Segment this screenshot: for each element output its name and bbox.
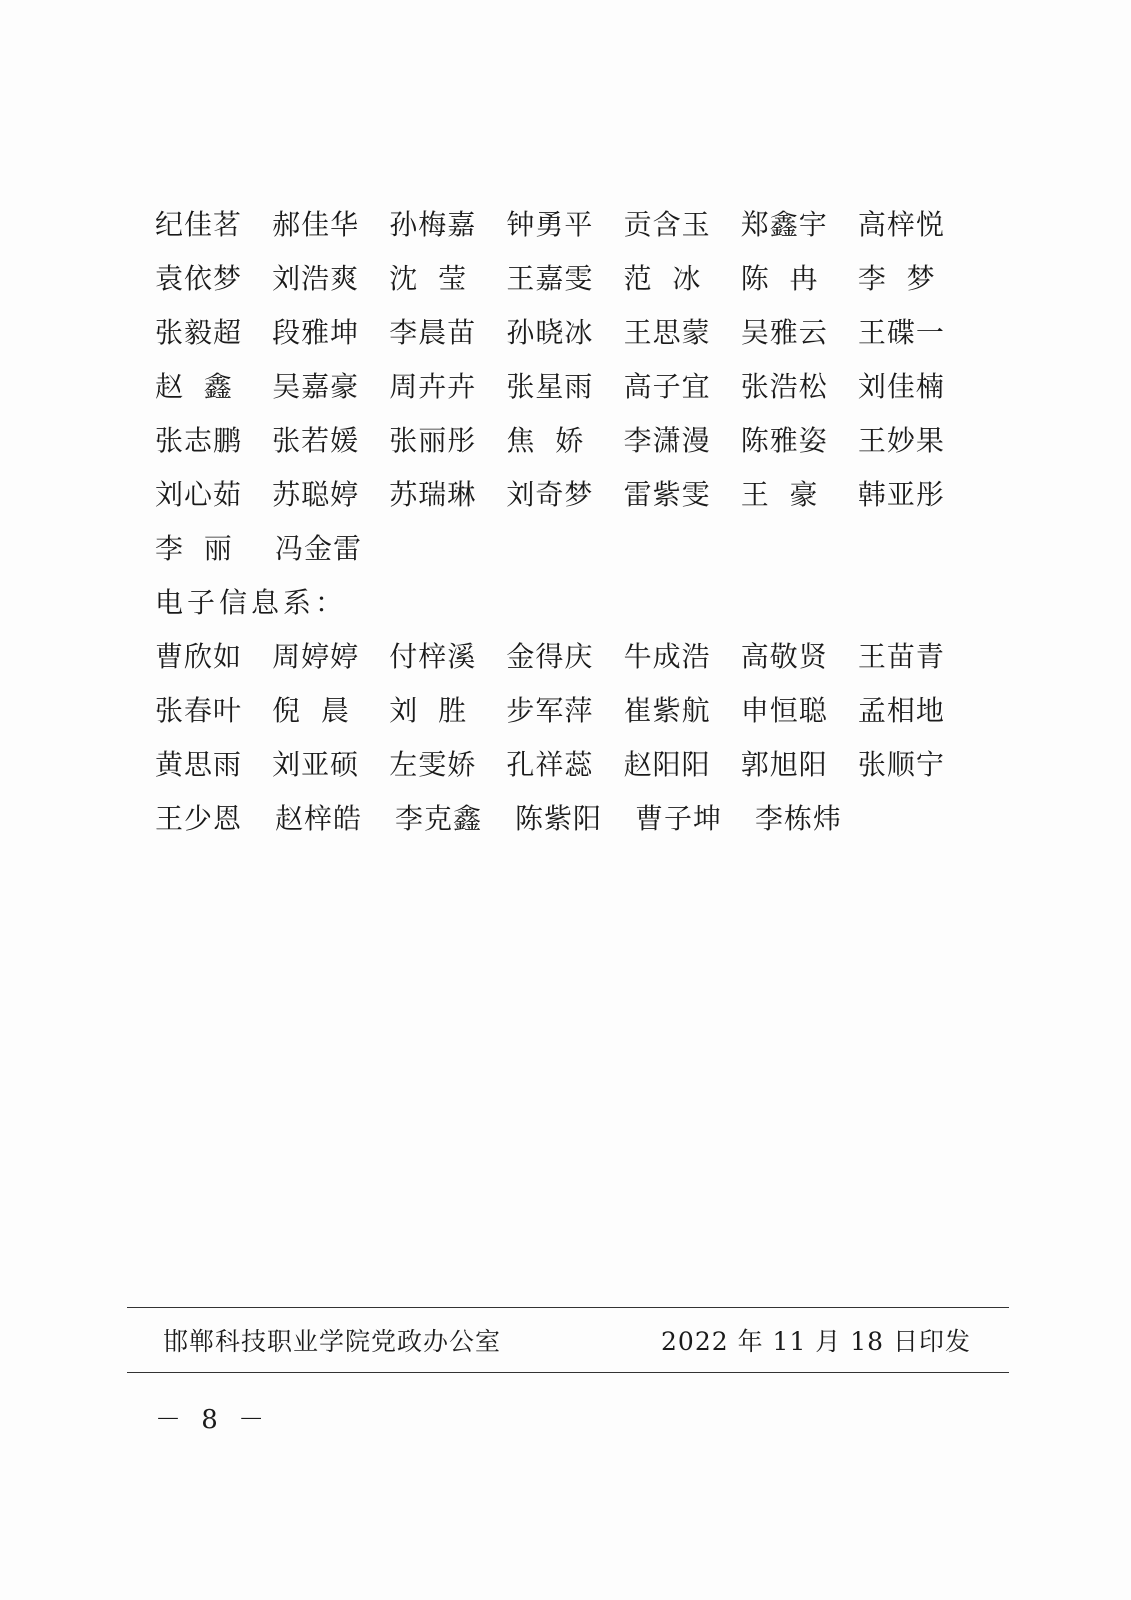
person-name: 陈雅姿	[740, 424, 828, 457]
name-row	[155, 198, 975, 252]
person-name: 李潇漫	[623, 424, 711, 457]
person-name: 陈 冉	[740, 262, 819, 295]
person-name: 周卉卉	[389, 370, 477, 403]
name-row	[155, 630, 975, 684]
person-name: 张浩松	[740, 370, 828, 403]
person-name: 雷紫雯	[623, 478, 711, 511]
person-name: 刘浩爽	[272, 262, 360, 295]
person-name: 段雅坤	[272, 316, 360, 349]
person-name: 申恒聪	[740, 694, 828, 727]
person-name: 郑鑫宇	[740, 208, 828, 241]
person-name: 王碟一	[857, 316, 945, 349]
person-name: 吴雅云	[740, 316, 828, 349]
person-name: 苏瑞琳	[389, 478, 477, 511]
name-row	[155, 360, 975, 414]
person-name: 孙晓冰	[506, 316, 594, 349]
person-name: 袁依梦	[155, 262, 243, 295]
person-name: 郝佳华	[272, 208, 360, 241]
name-row	[155, 414, 975, 468]
person-name: 牛成浩	[623, 640, 711, 673]
name-row	[155, 738, 975, 792]
person-name: 王 豪	[740, 478, 819, 511]
person-name: 高梓悦	[857, 208, 945, 241]
person-name: 倪 晨	[272, 694, 350, 727]
person-name: 曹子坤	[635, 802, 723, 835]
person-name: 郭旭阳	[740, 748, 828, 781]
person-name: 崔紫航	[623, 694, 711, 727]
person-name: 王苗青	[857, 640, 945, 673]
person-name: 王妙果	[857, 424, 945, 457]
person-name: 李克鑫	[395, 802, 483, 835]
person-name: 刘佳楠	[857, 370, 945, 403]
person-name: 陈紫阳	[515, 802, 603, 835]
person-name: 刘 胜	[389, 694, 468, 727]
person-name: 赵 鑫	[155, 370, 233, 403]
page-number: － 8 －	[155, 1405, 271, 1435]
names-section-2	[155, 630, 975, 846]
name-row	[155, 468, 975, 522]
footer-bottom-rule	[127, 1372, 1009, 1373]
person-name: 高子宜	[623, 370, 711, 403]
issuing-office: 邯郸科技职业学院党政办公室	[163, 1327, 502, 1356]
person-name: 李栋炜	[755, 802, 843, 835]
person-name: 苏聪婷	[272, 478, 360, 511]
person-name: 沈 莹	[389, 262, 468, 295]
person-name: 张顺宁	[857, 748, 945, 781]
person-name: 刘亚硕	[272, 748, 360, 781]
person-name: 吴嘉豪	[272, 370, 360, 403]
person-name: 王思蒙	[623, 316, 711, 349]
person-name: 刘心茹	[155, 478, 243, 511]
person-name: 贡含玉	[623, 208, 711, 241]
department-heading: 电子信息系：	[155, 586, 348, 619]
person-name: 刘奇梦	[506, 478, 594, 511]
person-name: 李晨苗	[389, 316, 477, 349]
names-section-1	[155, 198, 975, 576]
person-name: 李 丽	[155, 532, 233, 565]
person-name: 张春叶	[155, 694, 243, 727]
names-list	[155, 198, 975, 846]
person-name: 赵梓皓	[275, 802, 363, 835]
person-name: 孔祥蕊	[506, 748, 594, 781]
person-name: 张星雨	[506, 370, 594, 403]
person-name: 范 冰	[623, 262, 702, 295]
person-name: 孙梅嘉	[389, 208, 477, 241]
person-name: 王少恩	[155, 802, 243, 835]
person-name: 赵阳阳	[623, 748, 711, 781]
person-name: 步军萍	[506, 694, 594, 727]
person-name: 纪佳茗	[155, 208, 243, 241]
name-row	[155, 306, 975, 360]
person-name: 张毅超	[155, 316, 243, 349]
person-name: 钟勇平	[506, 208, 594, 241]
person-name: 冯金雷	[275, 532, 363, 565]
name-row	[155, 522, 975, 576]
issue-date: 2022 年 11 月 18 日印发	[661, 1327, 971, 1356]
name-row	[155, 684, 975, 738]
person-name: 张若媛	[272, 424, 360, 457]
person-name: 韩亚彤	[857, 478, 945, 511]
person-name: 孟相地	[857, 694, 945, 727]
person-name: 王嘉雯	[506, 262, 594, 295]
footer-top-rule	[127, 1307, 1009, 1308]
person-name: 高敬贤	[740, 640, 828, 673]
person-name: 周婷婷	[272, 640, 360, 673]
person-name: 焦 娇	[506, 424, 585, 457]
person-name: 李 梦	[857, 262, 936, 295]
name-row	[155, 252, 975, 306]
person-name: 付梓溪	[389, 640, 477, 673]
person-name: 曹欣如	[155, 640, 243, 673]
person-name: 金得庆	[506, 640, 594, 673]
person-name: 黄思雨	[155, 748, 243, 781]
person-name: 张志鹏	[155, 424, 243, 457]
name-row	[155, 792, 975, 846]
person-name: 张丽彤	[389, 424, 477, 457]
person-name: 左雯娇	[389, 748, 477, 781]
